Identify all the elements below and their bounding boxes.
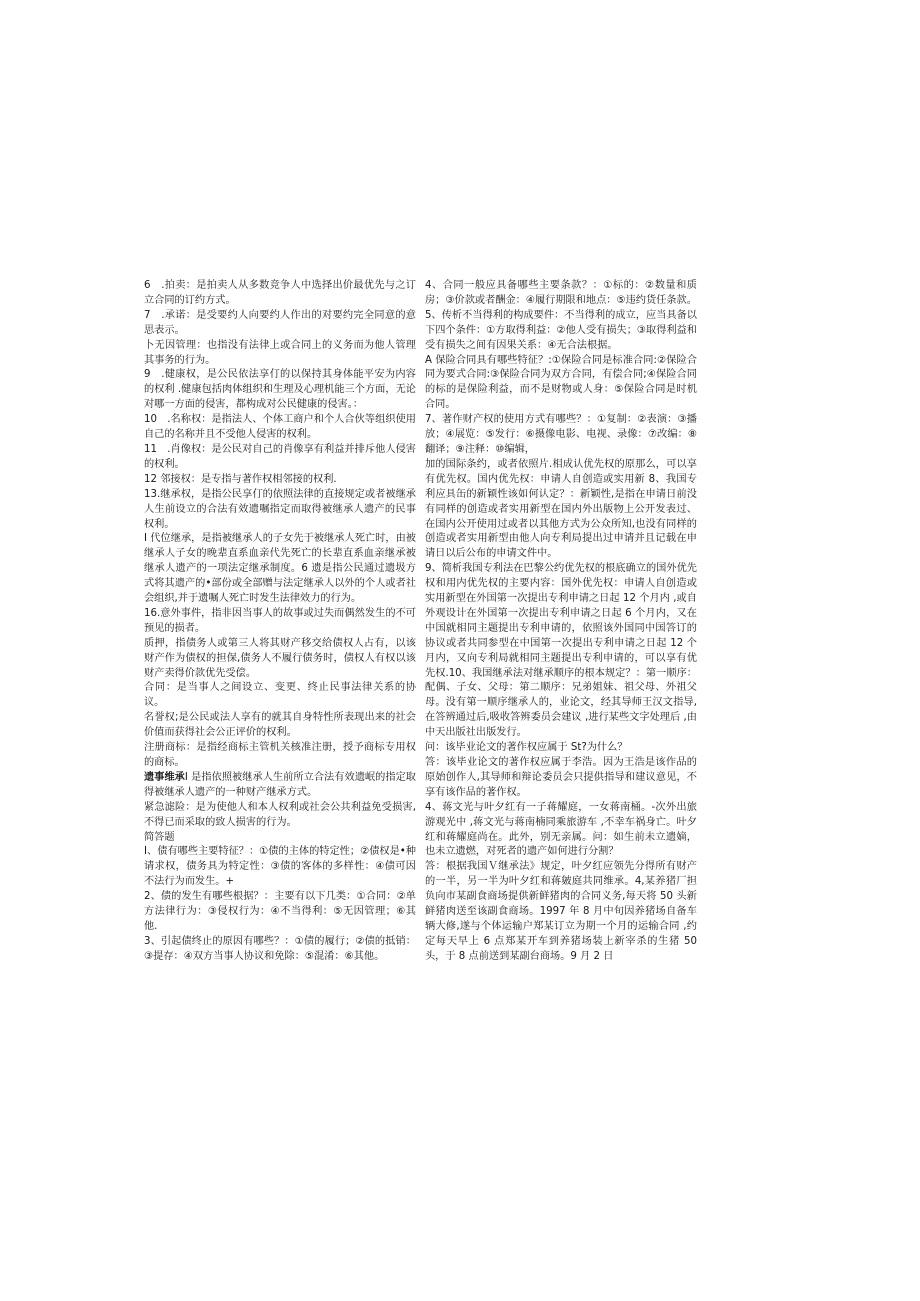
right-text-column [425, 279, 697, 965]
paragraph: 紧急滤险：是为使他人和本人权利或社会公共利益免受损害,不得已而采取的致人损害的行为。 [144, 801, 416, 828]
paragraph: 11 .肖像权：是公民对自己的肖像享有利益并排斥他人侵害的权利。 [144, 443, 416, 470]
term-definition: I 是指依照被继承人生前所立合法有效遗岷的指定取得被继承人遗产的一种财产继承方式。 [144, 771, 416, 798]
term-heading: 遗事维承 [144, 771, 185, 783]
paragraph: 5、传析不当得利的构成要件：不当得利的成立，应当具备以下四个条件：①方取得利益：②他人受有损失；③取得利益和受有损失之间有因果关系：④无合法根据。 [425, 309, 697, 351]
paragraph: 问：该毕业论文的著作权应属于 St?为什么？ [425, 742, 628, 754]
paragraph: 13.继承权，是指公民享仃的依照法律的直接规定或者被继承人生前设立的合法有效遗嘱指定而取得被继承人遗产的民事权利。 [144, 488, 416, 530]
left-text-column [144, 279, 416, 965]
paragraph: 9、简析我国专利法在巴黎公约优先权的根底确立的国外优先权和用内优先权的主要内容：国外优先权：申请人自创造或实用新型在外国第一次提出专利申请之日起 12 个月内 ,或自外观设计在外国第一次提出专利申请之日起 6 个月内，又在中国就相同主题提出专利申请的，依照该外国同中国答订的协议或者共同参型在中国第一次提出专利申请之日起 12 个月内，又向专利局就相同主题提出专利申请的，可以享有优先权.10、我国继承法对继承顺序的根本规定？：第一顺序：配偶、子女、父母：第二顺序：兄弟姐妹、祖父母、外祖父母。没有第一顺序继承人的，业论文，经其导师王汉文指导,在答辨通过后,吸收答辨委员会建议 ,进行某些文字处理后 ,由中天出版社出版发行。 [425, 563, 697, 739]
paragraph: 9 .健康权，是公民依法享仃的以保持其身体能平安为内容的权利 .健康包括肉体组织和生理及心理机能三个方面，无论对哪一方面的侵害，都构成对公民健康的侵害。： [144, 369, 416, 411]
paragraph: 卜无因管理：也指没有法律上或合同上的义务而为他人管理其事务的行为。 [144, 339, 416, 366]
paragraph: A 保险合同具有哪些特征？:①保险合同是标准合同:②保险合同为要式合同:③保险合同为双方合同，有偿合同;④保险合同的标的是保险利益，而不是财物或人身：⑤保险合同是时机合同。 [425, 354, 697, 411]
paragraph: 10 .名称权：是指法人、个体工商户和个人合伙等组织使用自己的名称并且不受他人侵害的权利。 [144, 414, 416, 441]
paragraph: 质押，指债务人或第三人将其财产移交给债权人占有，以该财产作为债权的担保,债务人不履行债务时，债权人有权以该财产卖得价款优先受偿。 [144, 637, 416, 679]
paragraph: 2、债的发生有哪些根据？：主要有以下几类：①合同：②单方法律行为：③侵权行为：④不当得利：⑤无因管理；⑥其他. [144, 891, 416, 932]
paragraph: 4、蒋文光与叶夕红有一子蒋耀庭，一女蒋南桶。-次外出旅游观光中 ,蒋文光与蒋南楠同乘旅游车 ,不幸车祸身亡。叶夕红和蒋耀庭尚在。此外，别无亲属。问：如生前未立遗嫡，也未立遗燃，对死者的遗产如何进行分割？ [425, 801, 697, 858]
section-heading: 简答题 [144, 831, 175, 843]
paragraph: 合同：是当事人之间设立、变更、终止民事法律关系的协议。 [144, 682, 416, 709]
paragraph: 名誉权;是公民或法人享有的就其自身特性所表现出来的社会价值而获得社会公正评价的权利。 [144, 712, 416, 739]
paragraph: 3、引起债终止的原因有哪些？：①债的履行；②债的抵销：③提存：④双方当事人协议和免除：⑤混淆：⑥其他。 [144, 935, 416, 962]
paragraph: 答：该毕业论文的著作权应属于李浩。因为王浩是该作品的原始创作人,其导师和辩论委员会只提供指导和建议意见，不享有该作品的著作权。 [425, 757, 697, 798]
paragraph: 注册商标：是指经商标主管机关核准注册，授予商标专用权的商标。 [144, 742, 416, 768]
paragraph: 7 .承诺：是受要约人向要约人作出的对要约完全同意的意思表示。 [144, 309, 416, 336]
paragraph: 加的国际条约，或者依照片.相成认优先权的原那么，可以享有优先权。国内优先权：申请人自创造或实用新 8、我国专利应具缶的新颖性该如何认定？：新颖性,是指在申请日前没有同样的创造或者实用新型在国内外出版物上公开发表过、在国内公开使用过或者以其他方式为公众所知,也没有同样的创造或者实用新型由他人向专利局提出过申请并且记载在申请日以后公布的申请文件中。 [425, 458, 697, 560]
paragraph: 答：根据我国Ｖ继承法》规定，叶夕红应领先分得所有财产的一半，另一半为叶夕红和蒋皴庭共同维承。4,某养猪厂担负向市某副食商场提供新鲜猪肉的合同义务,每天将 50 头新鲜猪肉送至该副食商场。1997 年 8 月中旬因养猪场自备车辆大修,遂与个体运输户郑某订立为期一个月的运输合同 ,约定每天早上 6 点郑某开车到养猪场装上新宰杀的生猪 50 头，于 8 点前送到某副台商场。9 月 2 日 [425, 861, 697, 962]
paragraph: 6 .拍卖：是拍卖人从多数竞争人中选择出价最优先与之订立合同的订约方式。 [144, 280, 416, 306]
paragraph: 12 邻接权：是专指与著作权相邻接的权利. [144, 473, 337, 485]
paragraph: 16.意外事件，指非因当事人的故事或过失而偶然发生的不可预见的损者。 [144, 607, 416, 634]
paragraph: I、债有哪些主要特征？：①债的主体的特定性；②债权是•种请求权，债务具为特定性：③债的客体的多样性：④债可因不法行为而发生。+ [144, 846, 416, 888]
paragraph: I 代位继承，是指被继承人的子女先于被继承人死亡时，由被继承人子女的晚辈直系血亲代先死亡的长辈直系血亲继承被继承人遗产的一项法定继承制度。6 遗是指公民通过遗圾方式将其遗产的•部份或全部赠与法定继承人以外的个人或者社会组织,并于遗嘱人死亡时发生法律效力的行为。 [144, 533, 416, 605]
paragraph: 7、著作财产权的使用方式有哪些？：①复制：②表演：③播放；④展览：⑤发行：⑥摄像电影、电视、录像：⑦改编：⑧翻译；⑨注释：⑩编辑， [425, 414, 697, 455]
paragraph: 4、合同一般应具备哪些主要条款？：①标的：②数量和质房；③价款或者酬金：④履行期限和地点：⑤违约货任条款。 [425, 280, 697, 306]
testamentary-succession-paragraph [144, 771, 416, 801]
